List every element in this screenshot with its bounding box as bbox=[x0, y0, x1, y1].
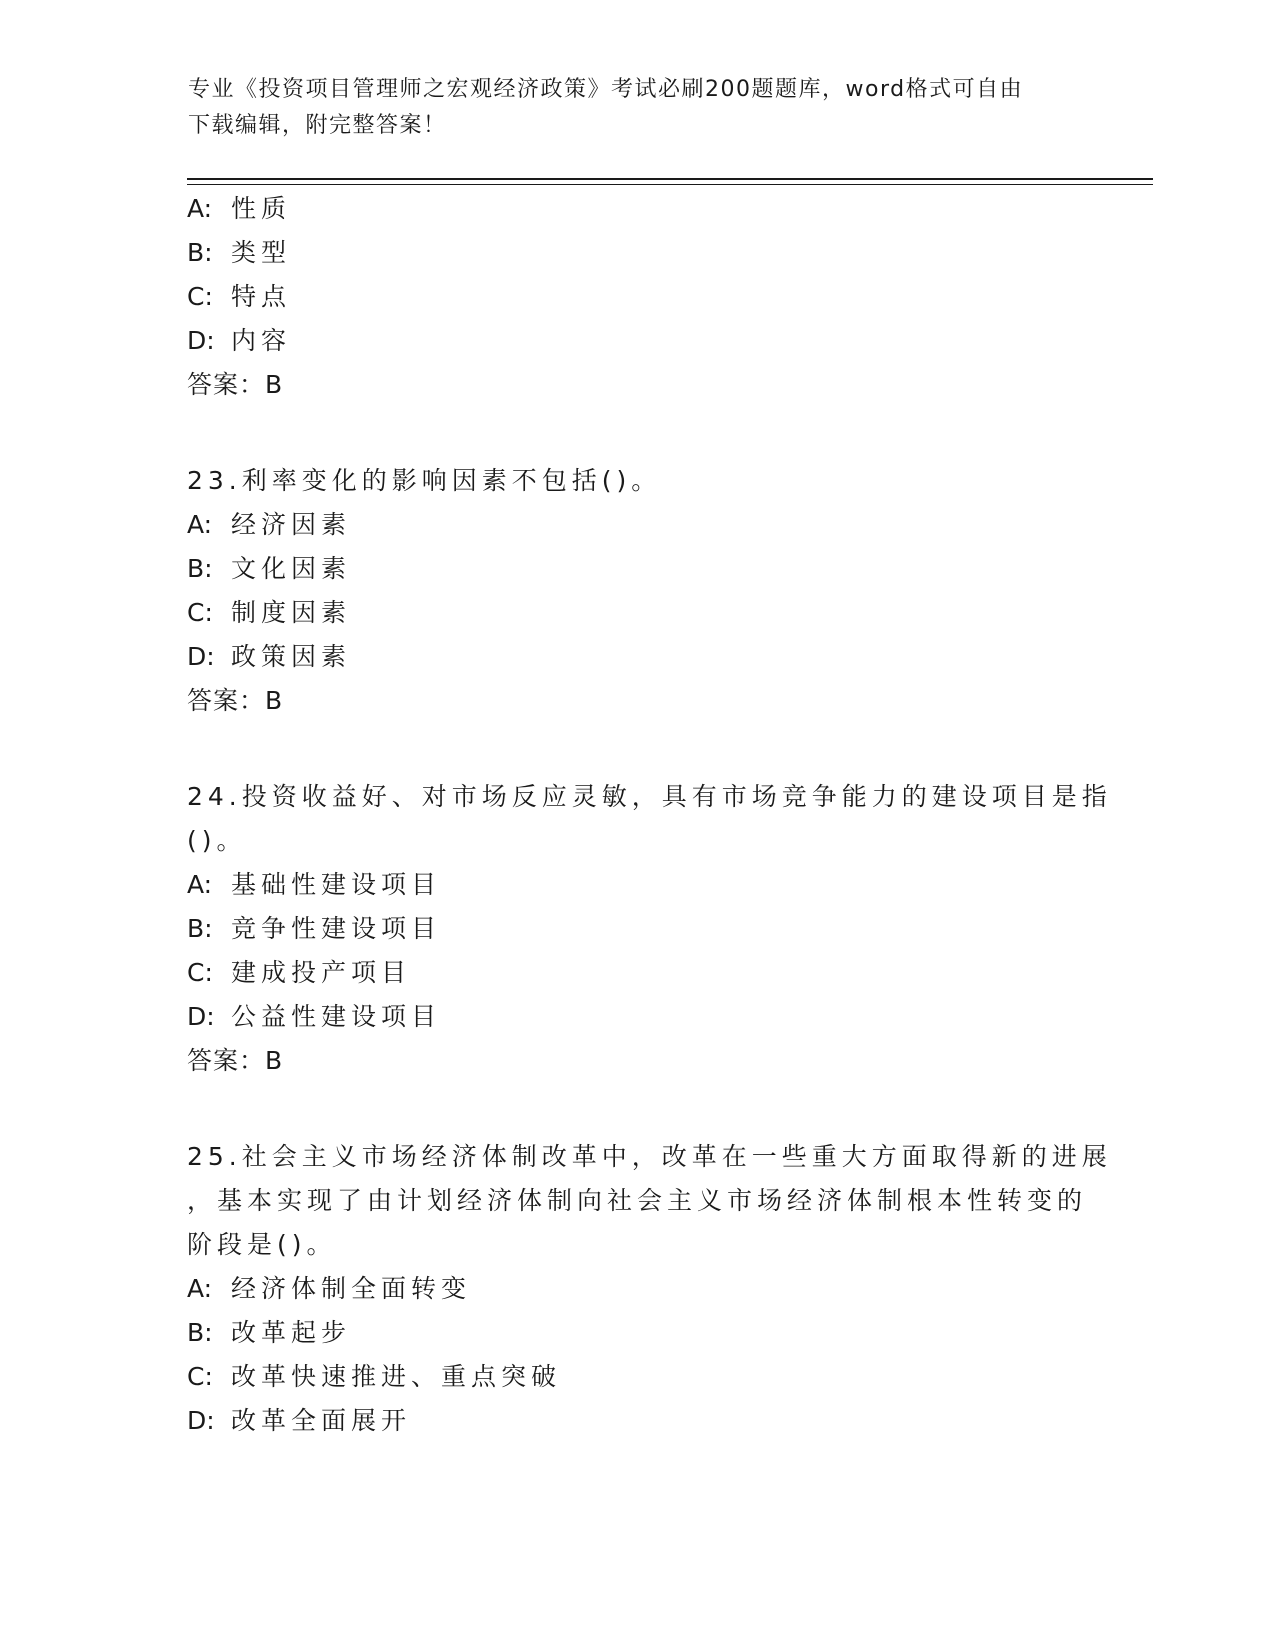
q24-answer: 答案：B bbox=[187, 1046, 284, 1075]
option-text: 改革快速推进、重点突破 bbox=[231, 1362, 562, 1391]
option-text: 公益性建设项目 bbox=[231, 1002, 442, 1031]
option-letter: B: bbox=[187, 914, 213, 943]
option-text: 特点 bbox=[231, 282, 292, 311]
q25-stem-line-2: ，基本实现了由计划经济体制向社会主义市场经济体制根本性转变的 bbox=[187, 1186, 1088, 1215]
q22-option-b bbox=[187, 237, 291, 269]
option-letter: C: bbox=[187, 958, 213, 987]
option-text: 类型 bbox=[231, 238, 292, 267]
header-divider-thick bbox=[187, 178, 1153, 180]
option-text: 竞争性建设项目 bbox=[231, 914, 442, 943]
option-letter: B: bbox=[187, 1318, 213, 1347]
option-text: 建成投产项目 bbox=[231, 958, 412, 987]
q25-option-d bbox=[187, 1405, 411, 1437]
option-text: 经济因素 bbox=[231, 510, 352, 539]
q22-answer: 答案：B bbox=[187, 370, 284, 399]
option-letter: A: bbox=[187, 510, 213, 539]
option-text: 政策因素 bbox=[231, 642, 352, 671]
q24-option-c bbox=[187, 957, 411, 989]
document-header bbox=[188, 72, 1088, 144]
option-letter: D: bbox=[187, 1406, 215, 1435]
q24-stem-line-1: 24.投资收益好、对市场反应灵敏，具有市场竞争能力的建设项目是指 bbox=[187, 782, 1112, 811]
q22-option-a bbox=[187, 193, 291, 225]
q23-stem: 23.利率变化的影响因素不包括()。 bbox=[187, 466, 662, 495]
header-line-1: 专业《投资项目管理师之宏观经济政策》考试必刷200题题库，word格式可自由 bbox=[188, 77, 1024, 102]
q25-option-c bbox=[187, 1361, 561, 1393]
option-text: 经济体制全面转变 bbox=[231, 1274, 472, 1303]
option-letter: A: bbox=[187, 870, 213, 899]
option-text: 内容 bbox=[231, 326, 292, 355]
option-text: 改革起步 bbox=[231, 1318, 352, 1347]
q23-answer: 答案：B bbox=[187, 686, 284, 715]
header-line-2: 下载编辑，附完整答案！ bbox=[188, 113, 447, 138]
option-letter: D: bbox=[187, 642, 215, 671]
option-letter: C: bbox=[187, 1362, 213, 1391]
q23-option-a bbox=[187, 509, 351, 541]
option-text: 文化因素 bbox=[231, 554, 352, 583]
option-letter: A: bbox=[187, 194, 213, 223]
option-text: 制度因素 bbox=[231, 598, 352, 627]
q23-option-d bbox=[187, 641, 351, 673]
option-letter: D: bbox=[187, 326, 215, 355]
option-letter: C: bbox=[187, 598, 213, 627]
q24-stem-line-2: ()。 bbox=[187, 826, 247, 855]
option-letter: B: bbox=[187, 554, 213, 583]
q22-option-d bbox=[187, 325, 291, 357]
q23-option-c bbox=[187, 597, 351, 629]
option-text: 改革全面展开 bbox=[231, 1406, 412, 1435]
q25-option-b bbox=[187, 1317, 351, 1349]
option-text: 性质 bbox=[231, 194, 292, 223]
option-text: 基础性建设项目 bbox=[231, 870, 442, 899]
option-letter: C: bbox=[187, 282, 213, 311]
option-letter: A: bbox=[187, 1274, 213, 1303]
q22-option-c bbox=[187, 281, 291, 313]
q23-option-b bbox=[187, 553, 351, 585]
q24-option-d bbox=[187, 1001, 441, 1033]
q24-option-a bbox=[187, 869, 441, 901]
q25-stem-line-3: 阶段是()。 bbox=[187, 1230, 337, 1259]
header-divider-thin bbox=[187, 184, 1153, 185]
option-letter: B: bbox=[187, 238, 213, 267]
q24-option-b bbox=[187, 913, 441, 945]
q25-stem-line-1: 25.社会主义市场经济体制改革中，改革在一些重大方面取得新的进展 bbox=[187, 1142, 1112, 1171]
option-letter: D: bbox=[187, 1002, 215, 1031]
q25-option-a bbox=[187, 1273, 471, 1305]
